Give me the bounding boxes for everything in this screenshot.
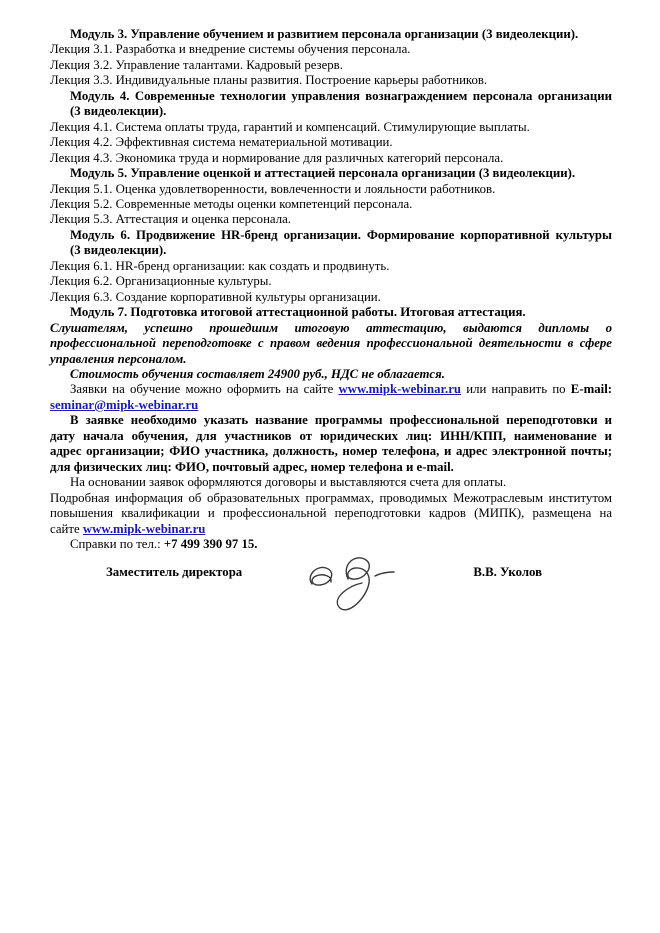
module-heading-line: (3 видеолекции). — [70, 243, 167, 258]
text-line: На основании заявок оформляются договоры и выставляются счета для оплаты. — [70, 475, 507, 490]
module-heading-line: (3 видеолекции). — [70, 104, 167, 119]
text-line: адрес организации; ФИО участника, должность, номер телефона, и адрес электронной почты; — [50, 444, 612, 459]
text-line — [50, 522, 612, 537]
text-run: Заявки на обучение можно оформить на сайте — [70, 382, 339, 397]
text-line: Лекция 6.3. Создание корпоративной культуры организации. — [50, 289, 381, 304]
email-link[interactable]: seminar@mipk-webinar.ru — [50, 397, 199, 412]
text-line — [50, 398, 612, 413]
signatory-name: В.В. Уколов — [473, 565, 542, 580]
text-line: Лекция 4.1. Система оплаты труда, гарантий и компенсаций. Стимулирующие выплаты. — [50, 119, 530, 134]
text-run: Справки по тел.: — [70, 536, 164, 551]
module-heading-line: Модуль 3. Управление обучением и развитием персонала организации (3 видеолекции). — [70, 27, 579, 41]
text-line: Лекция 3.1. Разработка и внедрение системы обучения персонала. — [50, 42, 411, 57]
text-line: дату начала обучения, для участников от юридических лиц: ИНН/КПП, наименование и — [50, 428, 612, 443]
text-line: для физических лиц: ФИО, почтовый адрес, номер телефона и e-mail. — [50, 459, 454, 474]
text-run: +7 499 390 97 15. — [163, 536, 258, 551]
signature-icon — [296, 548, 408, 620]
text-line: Лекция 6.2. Организационные культуры. — [50, 274, 272, 289]
text-line: управления персоналом. — [50, 351, 187, 366]
text-line: Подробная информация об образовательных программах, проводимых Межотраслевым институтом — [50, 490, 612, 505]
text-line: Слушателям, успешно прошедшим итоговую аттестацию, выдаются дипломы о — [50, 320, 612, 335]
text-line: Лекция 4.2. Эффективная система нематериальной мотивации. — [50, 135, 393, 150]
text-line: Лекция 4.3. Экономика труда и нормирование для различных категорий персонала. — [50, 150, 504, 165]
module-heading-line: Модуль 4. Современные технологии управления вознаграждением персонала организации — [70, 88, 612, 103]
text-run: или направить по — [461, 382, 571, 397]
website-link[interactable]: www.mipk-webinar.ru — [338, 382, 462, 397]
text-run: сайте — [50, 521, 83, 536]
text-line: повышения квалификации и профессиональной переподготовки кадров (МИПК), размещена на — [50, 506, 612, 521]
module-heading-line: Модуль 5. Управление оценкой и аттестацией персонала организации (3 видеолекции). — [70, 166, 576, 181]
module-heading-line: Модуль 6. Продвижение HR-бренд организации. Формирование корпоративной культуры — [70, 227, 612, 242]
text-line: Лекция 5.3. Аттестация и оценка персонала. — [50, 212, 291, 227]
text-line: Стоимость обучения составляет 24900 руб., НДС не облагается. — [70, 366, 445, 381]
text-line: профессиональной переподготовке с правом ведения профессиональной деятельности в сфере — [50, 336, 612, 351]
website-link[interactable]: www.mipk-webinar.ru — [82, 521, 206, 536]
text-line: Лекция 5.1. Оценка удовлетворенности, вовлеченности и лояльности работников. — [50, 181, 496, 196]
module-heading-line: Модуль 7. Подготовка итоговой аттестационной работы. Итоговая аттестация. — [70, 305, 526, 320]
text-line: Лекция 3.3. Индивидуальные планы развития. Построение карьеры работников. — [50, 73, 488, 88]
text-line: Лекция 5.2. Современные методы оценки компетенций персонала. — [50, 196, 413, 211]
text-line: Лекция 6.1. HR-бренд организации: как создать и продвинуть. — [50, 258, 390, 273]
document-body — [50, 27, 612, 552]
text-run: E-mail: — [570, 382, 613, 397]
text-line — [50, 382, 612, 397]
text-line: Лекция 3.2. Управление талантами. Кадровый резерв. — [50, 57, 343, 72]
text-line: В заявке необходимо указать название программы профессиональной переподготовки и — [70, 413, 612, 428]
signatory-title: Заместитель директора — [106, 565, 243, 580]
